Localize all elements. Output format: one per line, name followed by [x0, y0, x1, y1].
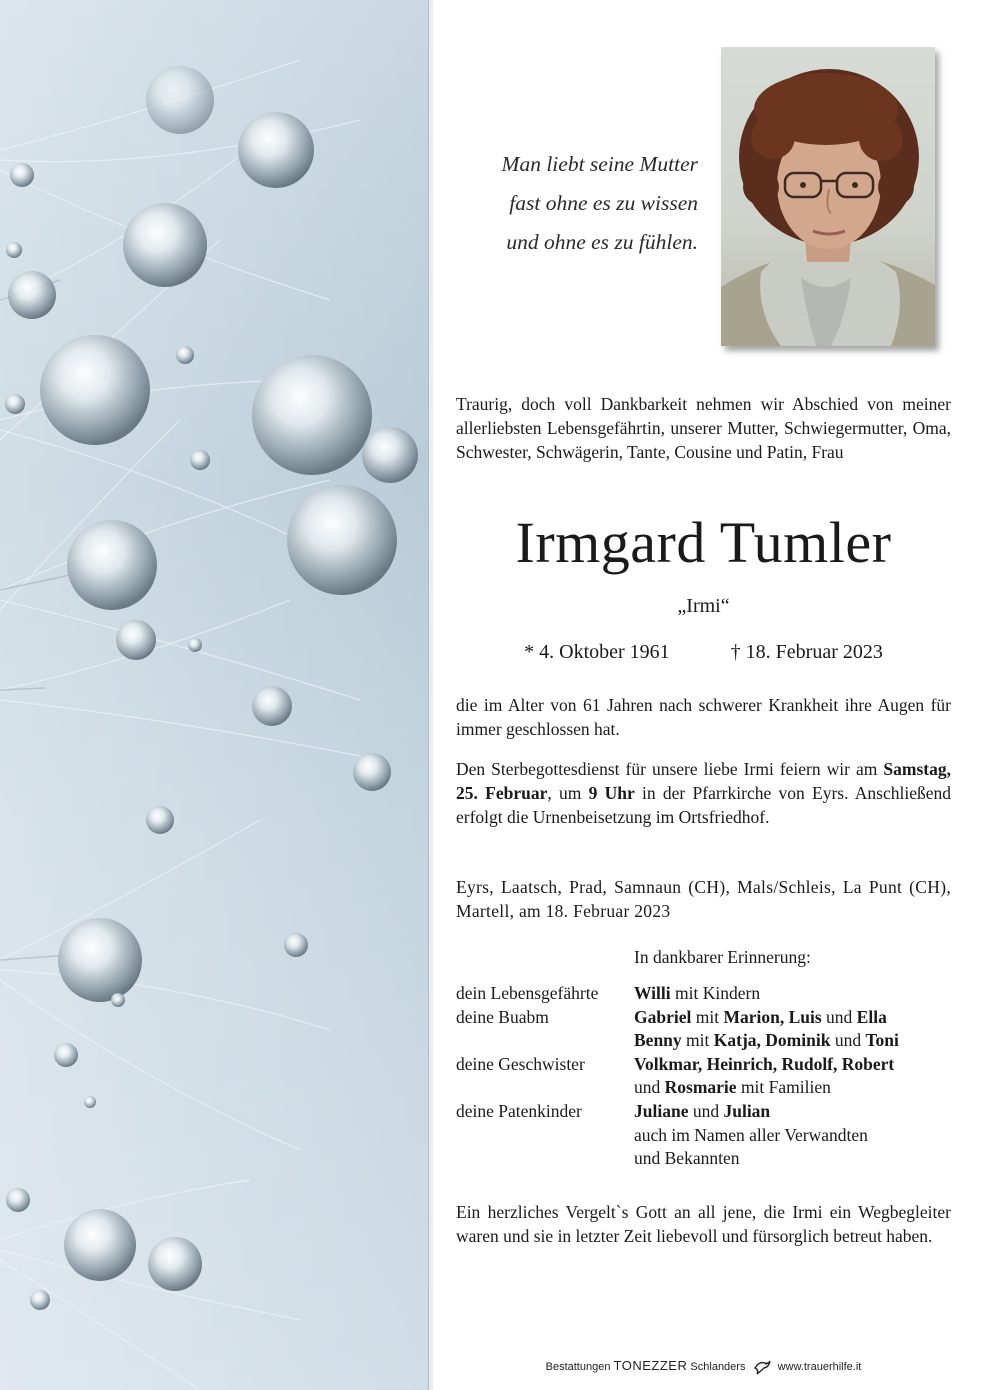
service-text: in der Pfarrkirche von Eyrs. Anschließend erfolgt die Urnenbeisetzung im Ortsfriedhof.	[456, 783, 951, 827]
footer	[456, 1358, 951, 1375]
relation-label-empty	[456, 1076, 634, 1100]
death-date: † 18. Februar 2023	[730, 641, 883, 663]
birth-date: * 4. Oktober 1961	[524, 641, 670, 663]
family-name: Toni	[865, 1030, 899, 1051]
life-dates	[456, 638, 951, 666]
footer-suffix: Schlanders	[690, 1361, 746, 1373]
family-text: mit Familien	[736, 1077, 831, 1098]
relation-label: deine Buabm	[456, 1006, 549, 1027]
service-text: , um	[547, 783, 589, 803]
relation-names	[634, 1100, 931, 1124]
family-name: Marion, Luis	[723, 1006, 822, 1027]
family-list	[456, 982, 951, 1171]
relation-label-empty	[456, 1124, 634, 1148]
quote-line: fast ohne es zu wissen	[509, 191, 698, 215]
family-name: Willi	[634, 983, 671, 1003]
family-row	[456, 1076, 951, 1100]
family-text: und	[634, 1077, 665, 1098]
dove-logo-icon	[753, 1359, 771, 1375]
decorative-droplet-image	[0, 0, 428, 1390]
family-text: und	[821, 1006, 857, 1027]
age-paragraph: die im Alter von 61 Jahren nach schwerer Krankheit ihre Augen für immer geschlossen hat.	[456, 695, 951, 739]
family-text: mit	[691, 1006, 724, 1027]
family-name: Juliane	[634, 1100, 689, 1121]
relation-label: deine Geschwister	[456, 1053, 585, 1074]
footer-brand: TONEZZER	[613, 1358, 688, 1373]
family-row	[456, 982, 951, 1006]
deceased-nickname: „Irmi“	[677, 595, 730, 617]
service-paragraph	[456, 757, 951, 829]
family-row	[456, 1053, 951, 1077]
relation-names	[634, 1053, 931, 1077]
relation-label-empty	[456, 1029, 634, 1053]
relation-names: auch im Namen aller Verwandten	[634, 1124, 868, 1145]
family-name: Ella	[856, 1006, 887, 1027]
relation-names	[634, 1006, 931, 1030]
family-row	[456, 1100, 951, 1124]
footer-url[interactable]: www.trauerhilfe.it	[777, 1361, 862, 1373]
relation-names: und Bekannten	[634, 1148, 740, 1169]
dandelion-droplets-illustration	[0, 0, 428, 1390]
family-text: mit Kindern	[670, 983, 761, 1003]
family-row	[456, 1147, 951, 1171]
relation-label: dein Lebensgefährte	[456, 983, 599, 1003]
memory-title: In dankbarer Erinnerung:	[634, 947, 811, 967]
family-name: Rosmarie	[664, 1077, 737, 1098]
family-text: und	[830, 1030, 866, 1051]
panel-divider	[428, 0, 433, 1390]
portrait-illustration	[721, 47, 935, 346]
quote-line: Man liebt seine Mutter	[501, 152, 698, 176]
service-text: Den Sterbegottesdienst für unsere liebe Irmi feiern wir am	[456, 759, 884, 779]
family-name: Katja, Dominik	[713, 1030, 831, 1051]
family-name: Julian	[723, 1100, 771, 1121]
footer-prefix: Bestattungen	[545, 1361, 611, 1373]
family-name: Benny	[634, 1030, 682, 1051]
family-text: und	[688, 1100, 724, 1121]
family-text: mit	[681, 1030, 714, 1051]
portrait-photo	[721, 47, 935, 346]
relation-names	[634, 1076, 931, 1100]
relation-names	[634, 982, 931, 1006]
quote-line: und ohne es zu fühlen.	[506, 230, 698, 254]
family-row	[456, 1029, 951, 1053]
family-row	[456, 1124, 951, 1148]
family-row	[456, 1006, 951, 1030]
family-name: Gabriel	[634, 1006, 692, 1027]
relation-names	[634, 1029, 931, 1053]
family-name: Volkmar, Heinrich, Rudolf, Robert	[634, 1053, 895, 1074]
deceased-name: Irmgard Tumler	[515, 510, 892, 575]
thanks-paragraph: Ein herzliches Vergelt`s Gott an all jene, die Irmi ein Wegbegleiter waren und sie in letzter Zeit liebevoll und fürsorglich betreut haben.	[456, 1202, 951, 1246]
service-day: Samstag, 25. Februar	[456, 759, 951, 803]
relation-label-empty	[456, 1147, 634, 1171]
service-time: 9 Uhr	[588, 783, 635, 803]
memorial-quote	[452, 145, 698, 262]
relation-label: deine Patenkinder	[456, 1100, 582, 1121]
places-and-date: Eyrs, Laatsch, Prad, Samnaun (CH), Mals/Schleis, La Punt (CH), Martell, am 18. Februar 2023	[456, 877, 951, 921]
intro-paragraph: Traurig, doch voll Dankbarkeit nehmen wir Abschied von meiner allerliebsten Lebensgefährtin, unserer Mutter, Schwiegermutter, Oma, Schwester, Schwägerin, Tante, Cousine und Patin, Frau	[456, 394, 951, 462]
